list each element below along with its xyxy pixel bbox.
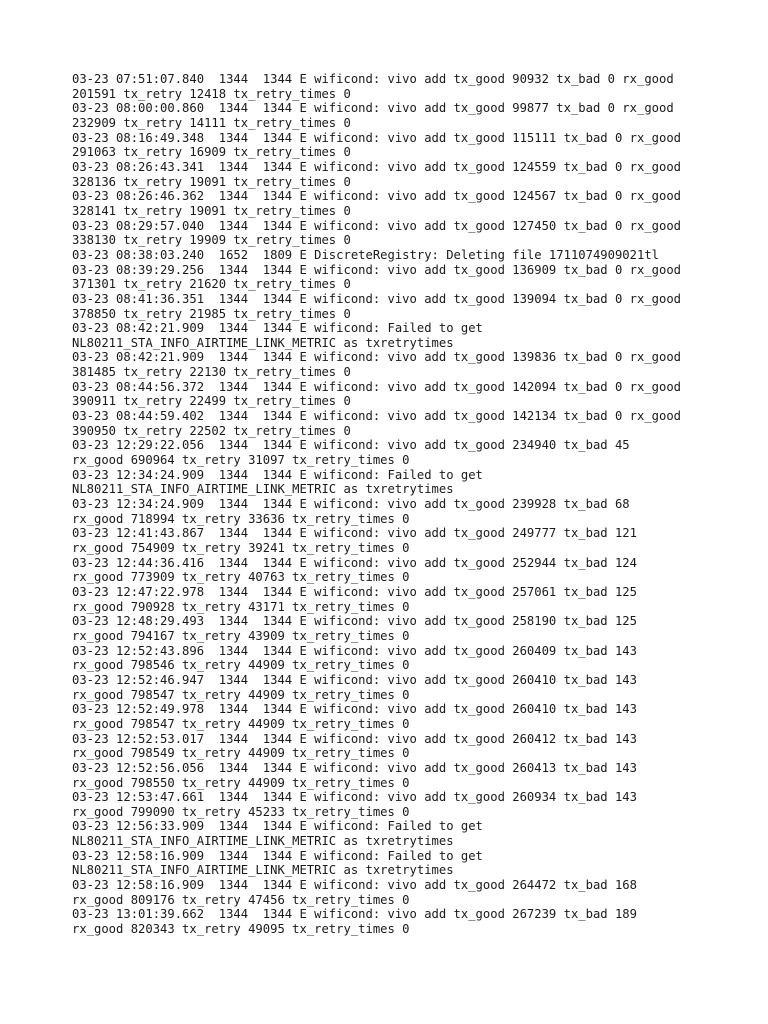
log-text-block	[72, 72, 752, 937]
log-line: 03-23 08:44:59.402 1344 1344 E wificond: vivo add tx_good 142134 tx_bad 0 rx_good	[72, 409, 682, 424]
log-line: 03-23 08:26:46.362 1344 1344 E wificond: vivo add tx_good 124567 tx_bad 0 rx_good	[72, 189, 682, 204]
log-line: 232909 tx_retry 14111 tx_retry_times 0	[72, 115, 351, 130]
log-line: 328136 tx_retry 19091 tx_retry_times 0	[72, 174, 351, 189]
log-line: NL80211_STA_INFO_AIRTIME_LINK_METRIC as txretrytimes	[72, 834, 454, 849]
log-line: 03-23 12:34:24.909 1344 1344 E wificond: vivo add tx_good 239928 tx_bad 68	[72, 497, 630, 512]
log-line: 03-23 08:00:00.860 1344 1344 E wificond: vivo add tx_good 99877 tx_bad 0 rx_good	[72, 101, 674, 116]
log-line: 03-23 08:39:29.256 1344 1344 E wificond: vivo add tx_good 136909 tx_bad 0 rx_good	[72, 262, 682, 277]
log-line: NL80211_STA_INFO_AIRTIME_LINK_METRIC as txretrytimes	[72, 335, 454, 350]
log-line: 03-23 12:47:22.978 1344 1344 E wificond: vivo add tx_good 257061 tx_bad 125	[72, 584, 637, 599]
log-line: 03-23 12:48:29.493 1344 1344 E wificond: vivo add tx_good 258190 tx_bad 125	[72, 614, 637, 629]
log-line: rx_good 718994 tx_retry 33636 tx_retry_times 0	[72, 511, 410, 526]
log-line: 03-23 12:53:47.661 1344 1344 E wificond: vivo add tx_good 260934 tx_bad 143	[72, 790, 637, 805]
log-line: rx_good 799090 tx_retry 45233 tx_retry_times 0	[72, 804, 410, 819]
log-line: rx_good 690964 tx_retry 31097 tx_retry_times 0	[72, 453, 410, 468]
log-line: rx_good 773909 tx_retry 40763 tx_retry_times 0	[72, 570, 410, 585]
log-line: rx_good 820343 tx_retry 49095 tx_retry_times 0	[72, 922, 410, 937]
log-line: 338130 tx_retry 19909 tx_retry_times 0	[72, 233, 351, 248]
log-line: 381485 tx_retry 22130 tx_retry_times 0	[72, 365, 351, 380]
log-line: 378850 tx_retry 21985 tx_retry_times 0	[72, 306, 351, 321]
log-line: 03-23 08:42:21.909 1344 1344 E wificond: vivo add tx_good 139836 tx_bad 0 rx_good	[72, 350, 682, 365]
log-line: 03-23 08:26:43.341 1344 1344 E wificond: vivo add tx_good 124559 tx_bad 0 rx_good	[72, 159, 682, 174]
log-line: 03-23 12:52:49.978 1344 1344 E wificond: vivo add tx_good 260410 tx_bad 143	[72, 702, 637, 717]
log-line: NL80211_STA_INFO_AIRTIME_LINK_METRIC as txretrytimes	[72, 482, 454, 497]
log-line: 03-23 13:01:39.662 1344 1344 E wificond: vivo add tx_good 267239 tx_bad 189	[72, 907, 637, 922]
log-line: 291063 tx_retry 16909 tx_retry_times 0	[72, 145, 351, 160]
log-line: rx_good 809176 tx_retry 47456 tx_retry_times 0	[72, 892, 410, 907]
log-line: 03-23 12:58:16.909 1344 1344 E wificond: Failed to get	[72, 848, 483, 863]
log-line: 03-23 08:29:57.040 1344 1344 E wificond: vivo add tx_good 127450 tx_bad 0 rx_good	[72, 218, 682, 233]
log-document	[72, 72, 752, 937]
log-line: 03-23 12:52:43.896 1344 1344 E wificond: vivo add tx_good 260409 tx_bad 143	[72, 643, 637, 658]
log-line: NL80211_STA_INFO_AIRTIME_LINK_METRIC as txretrytimes	[72, 863, 454, 878]
log-line: 03-23 12:52:53.017 1344 1344 E wificond: vivo add tx_good 260412 tx_bad 143	[72, 731, 637, 746]
log-line: 390911 tx_retry 22499 tx_retry_times 0	[72, 394, 351, 409]
log-line: 328141 tx_retry 19091 tx_retry_times 0	[72, 203, 351, 218]
log-line: rx_good 798546 tx_retry 44909 tx_retry_times 0	[72, 658, 410, 673]
log-line: 03-23 08:44:56.372 1344 1344 E wificond: vivo add tx_good 142094 tx_bad 0 rx_good	[72, 379, 682, 394]
log-line: 03-23 12:34:24.909 1344 1344 E wificond: Failed to get	[72, 467, 483, 482]
log-line: 03-23 12:41:43.867 1344 1344 E wificond: vivo add tx_good 249777 tx_bad 121	[72, 526, 637, 541]
log-line: rx_good 754909 tx_retry 39241 tx_retry_times 0	[72, 541, 410, 555]
log-line: 03-23 08:41:36.351 1344 1344 E wificond: vivo add tx_good 139094 tx_bad 0 rx_good	[72, 291, 682, 306]
log-line: 03-23 12:29:22.056 1344 1344 E wificond: vivo add tx_good 234940 tx_bad 45	[72, 438, 630, 453]
log-line: 03-23 07:51:07.840 1344 1344 E wificond: vivo add tx_good 90932 tx_bad 0 rx_good	[72, 72, 674, 86]
log-line: rx_good 798547 tx_retry 44909 tx_retry_times 0	[72, 716, 410, 731]
log-line: 371301 tx_retry 21620 tx_retry_times 0	[72, 277, 351, 292]
log-line: 03-23 12:56:33.909 1344 1344 E wificond: Failed to get	[72, 819, 483, 834]
log-line: rx_good 798547 tx_retry 44909 tx_retry_times 0	[72, 687, 410, 702]
log-line: 03-23 08:16:49.348 1344 1344 E wificond: vivo add tx_good 115111 tx_bad 0 rx_good	[72, 130, 682, 145]
log-line: 03-23 12:52:56.056 1344 1344 E wificond: vivo add tx_good 260413 tx_bad 143	[72, 760, 637, 775]
log-line: rx_good 794167 tx_retry 43909 tx_retry_times 0	[72, 628, 410, 643]
log-line: rx_good 798549 tx_retry 44909 tx_retry_times 0	[72, 746, 410, 761]
log-line: 03-23 12:44:36.416 1344 1344 E wificond: vivo add tx_good 252944 tx_bad 124	[72, 555, 637, 570]
log-line: 390950 tx_retry 22502 tx_retry_times 0	[72, 423, 351, 438]
log-line: 03-23 08:42:21.909 1344 1344 E wificond: Failed to get	[72, 321, 483, 336]
log-line: rx_good 798550 tx_retry 44909 tx_retry_times 0	[72, 775, 410, 790]
log-line: 201591 tx_retry 12418 tx_retry_times 0	[72, 86, 351, 101]
log-line: 03-23 12:58:16.909 1344 1344 E wificond: vivo add tx_good 264472 tx_bad 168	[72, 878, 637, 893]
log-line: rx_good 790928 tx_retry 43171 tx_retry_times 0	[72, 599, 410, 614]
log-line: 03-23 12:52:46.947 1344 1344 E wificond: vivo add tx_good 260410 tx_bad 143	[72, 672, 637, 687]
log-line: 03-23 08:38:03.240 1652 1809 E DiscreteRegistry: Deleting file 1711074909021tl	[72, 247, 659, 262]
